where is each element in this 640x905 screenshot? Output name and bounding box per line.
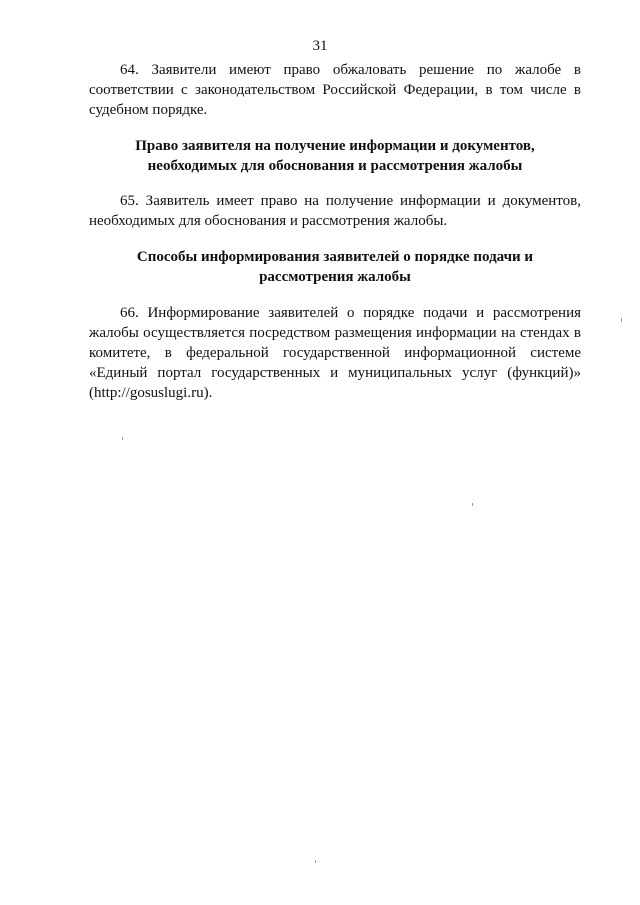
- paragraph-65: 65. Заявитель имеет право на получение информации и документов, необходимых для обоснования и рассмотрения жалобы.: [89, 193, 581, 229]
- scan-artifact-mark: [122, 437, 123, 440]
- section-heading-information-rights: Право заявителя на получение информации и документов, необходимых для обоснования и рассмотрения жалобы: [135, 138, 535, 174]
- scan-artifact-mark: [315, 860, 316, 863]
- paragraph-64: 64. Заявители имеют право обжаловать решение по жалобе в соответствии с законодательством Российской Федерации, в том числе в судебном порядке.: [89, 62, 581, 118]
- page-number: 31: [312, 38, 328, 54]
- scan-artifact-mark: [472, 503, 473, 506]
- section-heading-informing-methods: Способы информирования заявителей о порядке подачи и рассмотрения жалобы: [136, 249, 534, 285]
- page-content: [89, 60, 581, 403]
- paragraph-66: 66. Информирование заявителей о порядке подачи и рассмотрения жалобы осуществляется посредством размещения информации на стендах в комитете, в федеральной государственной информационной системе «Единый портал государственных и муниципальных услуг (функций)» (http://gosuslugi.ru).: [89, 305, 581, 401]
- scan-artifact-mark: [621, 318, 622, 322]
